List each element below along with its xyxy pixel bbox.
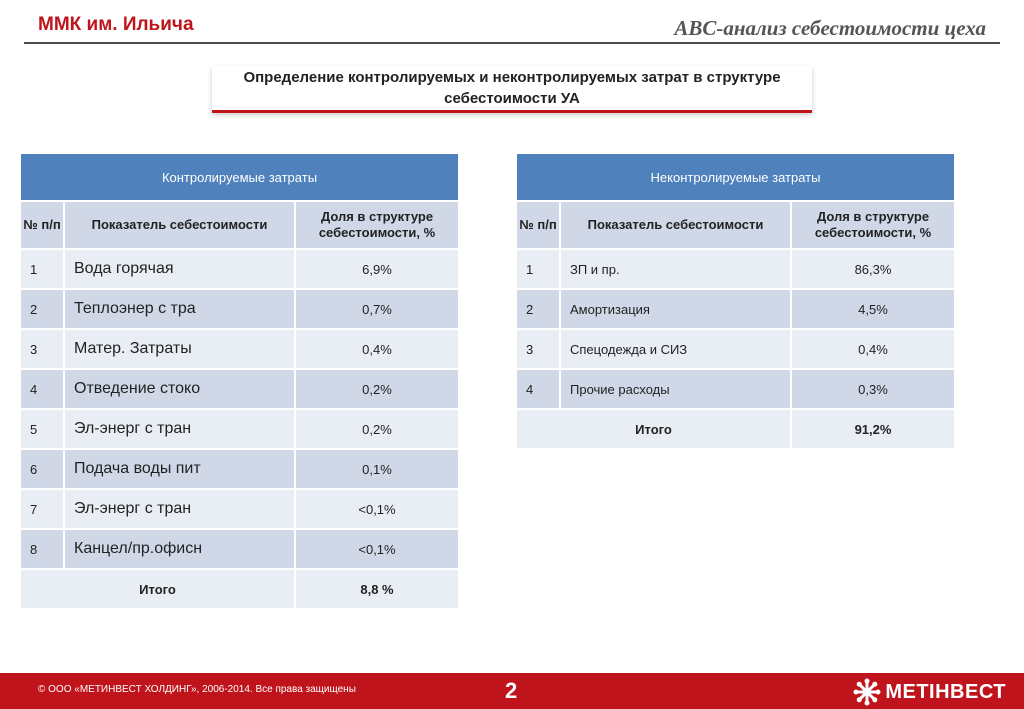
uncontrolled-banner: Неконтролируемые затраты [517, 154, 956, 202]
row-num: 3 [517, 330, 561, 370]
col-num-header: № п/п [517, 202, 561, 250]
row-share: 0,4% [296, 330, 460, 370]
row-num: 2 [517, 290, 561, 330]
row-share: 0,1% [296, 450, 460, 490]
total-label: Итого [21, 570, 296, 610]
table-row [517, 330, 956, 370]
row-share: 0,2% [296, 370, 460, 410]
footer-bar [0, 673, 1024, 709]
total-row [21, 570, 460, 610]
row-name: Эл-энерг с тран [65, 490, 296, 530]
row-num: 1 [517, 250, 561, 290]
row-name: Вода горячая [65, 250, 296, 290]
table-row [21, 450, 460, 490]
row-name: Прочие расходы [561, 370, 792, 410]
table-row [21, 410, 460, 450]
row-num: 6 [21, 450, 65, 490]
row-share: 0,7% [296, 290, 460, 330]
row-name: Спецодежда и СИЗ [561, 330, 792, 370]
col-name-header: Показатель себестоимости [561, 202, 792, 250]
row-name: Отведение стоко [65, 370, 296, 410]
row-name: Канцел/пр.офисн [65, 530, 296, 570]
company-title: ММК им. Ильича [38, 14, 194, 35]
row-name: Подача воды пит [65, 450, 296, 490]
controlled-costs-table [21, 154, 460, 610]
row-share: 6,9% [296, 250, 460, 290]
col-share-header: Доля в структуре себестоимости, % [792, 202, 956, 250]
header-divider [24, 42, 1000, 44]
row-num: 2 [21, 290, 65, 330]
snowflake-logo-icon [853, 678, 881, 706]
row-share: 0,2% [296, 410, 460, 450]
row-name: Матер. Затраты [65, 330, 296, 370]
total-row [517, 410, 956, 450]
copyright-text: © ООО «МЕТИНВЕСТ ХОЛДИНГ», 2006-2014. Все права защищены [38, 684, 356, 695]
row-share: 4,5% [792, 290, 956, 330]
row-num: 7 [21, 490, 65, 530]
row-share: 0,3% [792, 370, 956, 410]
table-row [21, 490, 460, 530]
row-share: 86,3% [792, 250, 956, 290]
slide-title: ABC-анализ себестоимости цеха [674, 16, 986, 40]
col-num-header: № п/п [21, 202, 65, 250]
row-share: <0,1% [296, 530, 460, 570]
table-row [517, 370, 956, 410]
table-row [517, 290, 956, 330]
row-share: 0,4% [792, 330, 956, 370]
total-value: 91,2% [792, 410, 956, 450]
total-label: Итого [517, 410, 792, 450]
row-share: <0,1% [296, 490, 460, 530]
logo-text: МЕТІНВЕСТ [885, 680, 1006, 703]
subtitle-text: Определение контролируемых и неконтролируемых затрат в структуре себестоимости УА [243, 69, 781, 107]
row-name: Амортизация [561, 290, 792, 330]
col-name-header: Показатель себестоимости [65, 202, 296, 250]
uncontrolled-costs-table [517, 154, 956, 450]
metinvest-logo [853, 678, 1006, 706]
row-num: 4 [517, 370, 561, 410]
row-name: Эл-энерг с тран [65, 410, 296, 450]
controlled-banner: Контролируемые затраты [21, 154, 460, 202]
row-num: 3 [21, 330, 65, 370]
row-num: 4 [21, 370, 65, 410]
row-name: Теплоэнер с тра [65, 290, 296, 330]
row-name: ЗП и пр. [561, 250, 792, 290]
table-row [21, 290, 460, 330]
row-num: 1 [21, 250, 65, 290]
table-row [21, 250, 460, 290]
table-row [517, 250, 956, 290]
row-num: 5 [21, 410, 65, 450]
total-value: 8,8 % [296, 570, 460, 610]
row-num: 8 [21, 530, 65, 570]
subtitle-box [212, 66, 812, 113]
col-share-header: Доля в структуре себестоимости, % [296, 202, 460, 250]
table-row [21, 330, 460, 370]
page-number: 2 [505, 678, 518, 703]
table-row [21, 370, 460, 410]
table-row [21, 530, 460, 570]
